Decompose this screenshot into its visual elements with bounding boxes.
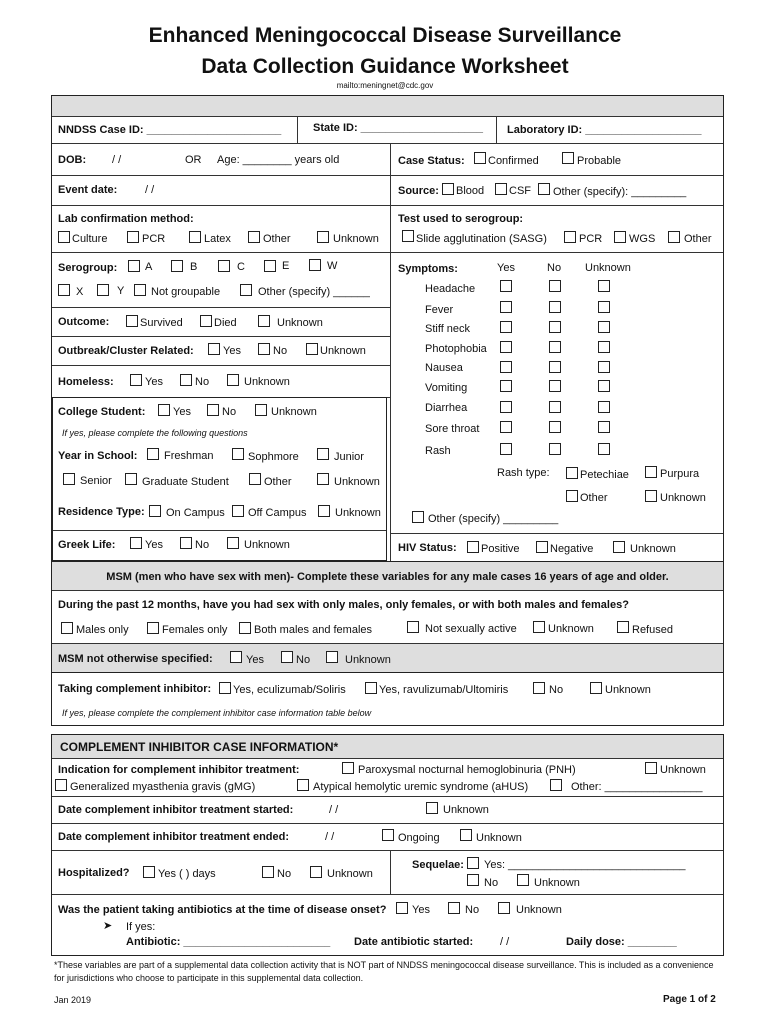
msm-nos-no-checkbox[interactable] (281, 651, 293, 663)
serogroup-b-checkbox[interactable] (171, 260, 183, 272)
symptom-headache-label: Headache (425, 283, 476, 295)
not-groupable-checkbox[interactable] (134, 284, 146, 296)
homeless-yes-label: Yes (145, 376, 163, 388)
daily-dose-field[interactable]: Daily dose: ________ (566, 936, 677, 948)
case-status-label: Case Status: (398, 155, 465, 167)
antibiotics-yes-checkbox[interactable] (396, 902, 408, 914)
outbreak-yes-checkbox[interactable] (208, 343, 220, 355)
source-other-specify[interactable]: Other (specify): _________ (553, 186, 687, 198)
antibiotics-unknown-checkbox[interactable] (498, 902, 510, 914)
antibiotics-no-checkbox[interactable] (448, 902, 460, 914)
msm-unknown-label: Unknown (548, 623, 594, 635)
complement-inhibitor-label: Taking complement inhibitor: (58, 683, 212, 695)
indication-other-field[interactable]: Other: ________________ (571, 781, 703, 793)
lab-other-checkbox[interactable] (248, 231, 260, 243)
senior-label: Senior (80, 475, 112, 487)
slide-agglutination-label: Slide agglutination (SASG) (416, 233, 547, 245)
symptom-diarrhea-label: Diarrhea (425, 402, 468, 414)
not-active-label: Not sexually active (425, 623, 517, 635)
greek-no-label: No (195, 539, 210, 551)
symptoms-col-yes: Yes (497, 262, 515, 274)
msm-unknown-checkbox[interactable] (533, 621, 545, 633)
ahus-checkbox[interactable] (297, 779, 309, 791)
sero-other-label: Other (684, 233, 712, 245)
if-yes-label: If yes: (126, 921, 156, 933)
title-line-2: Data Collection Guidance Worksheet (201, 55, 569, 78)
symptom-stiff-neck-label: Stiff neck (425, 323, 471, 335)
fever-unknown-checkbox[interactable] (598, 301, 610, 313)
eculizumab-label: Yes, eculizumab/Soliris (233, 684, 346, 696)
started-label: Date complement inhibitor treatment started: (58, 804, 294, 816)
antibiotics-yes-label: Yes (412, 904, 430, 916)
ended-date-field[interactable]: / / (325, 831, 335, 843)
culture-checkbox[interactable] (58, 231, 70, 243)
lab-unknown-checkbox[interactable] (317, 231, 329, 243)
survived-label: Survived (140, 317, 183, 329)
serogroup-other-checkbox[interactable] (240, 284, 252, 296)
stiff-neck-unknown-checkbox[interactable] (598, 321, 610, 333)
sequelae-no-checkbox[interactable] (467, 874, 479, 886)
hospitalized-yes-checkbox[interactable] (143, 866, 155, 878)
complement-no-label: No (549, 684, 564, 696)
pnh-checkbox[interactable] (342, 762, 354, 774)
college-subsection-box (52, 397, 387, 561)
lab-pcr-checkbox[interactable] (127, 231, 139, 243)
graduate-label: Graduate Student (142, 476, 229, 488)
college-no-label: No (222, 406, 237, 418)
hospitalized-label: Hospitalized? (58, 867, 130, 879)
nausea-yes-checkbox[interactable] (500, 361, 512, 373)
residence-unknown-label: Unknown (335, 507, 381, 519)
serogroup-c-label: C (237, 261, 245, 273)
probable-label: Probable (577, 155, 622, 167)
csf-checkbox[interactable] (495, 183, 507, 195)
petechiae-checkbox[interactable] (566, 467, 578, 479)
on-campus-label: On Campus (166, 507, 225, 519)
rash-other-label: Other (580, 492, 608, 504)
nndss-case-id[interactable]: NNDSS Case ID: ______________________ (58, 124, 282, 136)
petechiae-label: Petechiae (580, 469, 629, 481)
serogroup-other-specify[interactable]: Other (specify) ______ (258, 286, 370, 298)
not-groupable-label: Not groupable (151, 286, 221, 298)
fever-yes-checkbox[interactable] (500, 301, 512, 313)
off-campus-label: Off Campus (248, 507, 307, 519)
indication-unknown-label: Unknown (660, 764, 706, 776)
footnote: *These variables are part of a supplemental data collection activity that is NOT part of NNDSS meningococcal disease surveillance. This is included as a convenience for jurisdictions who choose to participate in this supplemental data collection. (54, 960, 714, 983)
serogroup-e-checkbox[interactable] (264, 260, 276, 272)
outbreak-yes-label: Yes (223, 345, 241, 357)
nausea-unknown-checkbox[interactable] (598, 361, 610, 373)
symptom-fever-label: Fever (425, 304, 454, 316)
gmg-label: Generalized myasthenia gravis (gMG) (70, 781, 256, 793)
wgs-label: WGS (629, 233, 656, 245)
males-only-label: Males only (76, 624, 129, 636)
sequelae-no-label: No (484, 877, 499, 889)
died-label: Died (214, 317, 237, 329)
msm-header: MSM (men who have sex with men)- Complete these variables for any male cases 16 years of age and older. (106, 571, 669, 583)
sero-other-checkbox[interactable] (668, 231, 680, 243)
complement-unknown-checkbox[interactable] (590, 682, 602, 694)
outbreak-no-checkbox[interactable] (258, 343, 270, 355)
blood-label: Blood (456, 185, 485, 197)
confirmed-checkbox[interactable] (474, 152, 486, 164)
headache-unknown-checkbox[interactable] (598, 280, 610, 292)
rash-other-checkbox[interactable] (566, 490, 578, 502)
greek-life-label: Greek Life: (58, 539, 116, 551)
year-other-label: Other (264, 476, 292, 488)
photophobia-unknown-checkbox[interactable] (598, 341, 610, 353)
college-note: If yes, please complete the following questions (62, 428, 248, 438)
sophmore-label: Sophmore (248, 451, 299, 463)
indication-unknown-checkbox[interactable] (645, 762, 657, 774)
symptom-sore-throat-label: Sore throat (425, 423, 480, 435)
refused-label: Refused (632, 624, 673, 636)
sequelae-unknown-label: Unknown (534, 877, 580, 889)
started-unknown-checkbox[interactable] (426, 802, 438, 814)
dob-field[interactable]: / / (112, 154, 122, 166)
complement-note: If yes, please complete the complement inhibitor case information table below (62, 708, 372, 718)
year-in-school-label: Year in School: (58, 450, 138, 462)
refused-checkbox[interactable] (617, 621, 629, 633)
rash-yes-checkbox[interactable] (500, 443, 512, 455)
contact-email[interactable]: mailto:meningnet@cdc.gov (336, 81, 434, 90)
serogroup-e-label: E (282, 260, 290, 272)
stiff-neck-yes-checkbox[interactable] (500, 321, 512, 333)
serogroup-a-label: A (145, 261, 153, 273)
serogroup-y-checkbox[interactable] (97, 284, 109, 296)
serogroup-x-label: X (76, 286, 84, 298)
serogroup-c-checkbox[interactable] (218, 260, 230, 272)
serogroup-a-checkbox[interactable] (128, 260, 140, 272)
outbreak-label: Outbreak/Cluster Related: (58, 345, 194, 357)
purpura-checkbox[interactable] (645, 466, 657, 478)
serogroup-x-checkbox[interactable] (58, 284, 70, 296)
ravulizumab-checkbox[interactable] (365, 682, 377, 694)
outbreak-unknown-label: Unknown (320, 345, 366, 357)
antibiotics-unknown-label: Unknown (516, 904, 562, 916)
hiv-unknown-label: Unknown (630, 543, 676, 555)
hospitalized-no-checkbox[interactable] (262, 866, 274, 878)
outcome-unknown-label: Unknown (277, 317, 323, 329)
homeless-unknown-label: Unknown (244, 376, 290, 388)
not-active-checkbox[interactable] (407, 621, 419, 633)
males-only-checkbox[interactable] (61, 622, 73, 634)
greek-unknown-label: Unknown (244, 539, 290, 551)
college-unknown-label: Unknown (271, 406, 317, 418)
started-unknown-label: Unknown (443, 804, 489, 816)
lab-other-label: Other (263, 233, 291, 245)
hiv-positive-label: Positive (481, 543, 520, 555)
latex-checkbox[interactable] (189, 231, 201, 243)
hiv-positive-checkbox[interactable] (467, 541, 479, 553)
photophobia-yes-checkbox[interactable] (500, 341, 512, 353)
diarrhea-yes-checkbox[interactable] (500, 401, 512, 413)
or-label: OR (185, 154, 202, 166)
ravulizumab-label: Yes, ravulizumab/Ultomiris (379, 684, 509, 696)
msm-nos-unknown-checkbox[interactable] (326, 651, 338, 663)
title-line-1: Enhanced Meningococcal Disease Surveillance (148, 24, 622, 47)
sequelae-label: Sequelae: (412, 859, 464, 871)
ended-label: Date complement inhibitor treatment ended: (58, 831, 290, 843)
antibiotic-date-label: Date antibiotic started: (354, 936, 474, 948)
antibiotic-date-field[interactable]: / / (500, 936, 510, 948)
outbreak-no-label: No (273, 345, 288, 357)
lab-unknown-label: Unknown (333, 233, 379, 245)
fever-no-checkbox[interactable] (549, 301, 561, 313)
sore-throat-unknown-checkbox[interactable] (598, 421, 610, 433)
blood-checkbox[interactable] (442, 183, 454, 195)
rash-unknown-label: Unknown (660, 492, 706, 504)
stiff-neck-no-checkbox[interactable] (549, 321, 561, 333)
serogroup-w-checkbox[interactable] (309, 259, 321, 271)
source-other-checkbox[interactable] (538, 183, 550, 195)
wgs-checkbox[interactable] (614, 231, 626, 243)
event-date-label: Event date: (58, 184, 118, 196)
sero-pcr-label: PCR (579, 233, 603, 245)
footer-date: Jan 2019 (54, 995, 92, 1005)
ended-unknown-label: Unknown (476, 832, 522, 844)
msm-question: During the past 12 months, have you had sex with only males, only females, or with both males and females? (58, 599, 629, 611)
hiv-status-label: HIV Status: (398, 542, 457, 554)
laboratory-id[interactable]: Laboratory ID: ___________________ (507, 124, 702, 136)
symptoms-label: Symptoms: (398, 263, 458, 275)
vomiting-no-checkbox[interactable] (549, 380, 561, 392)
serogroup-test-label: Test used to serogroup: (398, 213, 524, 225)
females-only-label: Females only (162, 624, 228, 636)
symptom-rash-label: Rash (425, 445, 451, 457)
msm-nos-yes-label: Yes (246, 654, 264, 666)
freshman-label: Freshman (164, 450, 214, 462)
symptoms-col-no: No (547, 262, 562, 274)
symptom-nausea-label: Nausea (425, 362, 463, 374)
homeless-no-label: No (195, 376, 210, 388)
event-date-field[interactable]: / / (145, 184, 155, 196)
sequelae-yes-checkbox[interactable] (467, 857, 479, 869)
headache-no-checkbox[interactable] (549, 280, 561, 292)
rash-no-checkbox[interactable] (549, 443, 561, 455)
probable-checkbox[interactable] (562, 152, 574, 164)
msm-nos-yes-checkbox[interactable] (230, 651, 242, 663)
females-only-checkbox[interactable] (147, 622, 159, 634)
both-sexes-label: Both males and females (254, 624, 373, 636)
sore-throat-yes-checkbox[interactable] (500, 421, 512, 433)
sequelae-unknown-checkbox[interactable] (517, 874, 529, 886)
diarrhea-unknown-checkbox[interactable] (598, 401, 610, 413)
headache-yes-checkbox[interactable] (500, 280, 512, 292)
outcome-label: Outcome: (58, 316, 110, 328)
confirmed-label: Confirmed (488, 155, 539, 167)
hiv-negative-checkbox[interactable] (536, 541, 548, 553)
survived-checkbox[interactable] (126, 315, 138, 327)
greek-yes-label: Yes (145, 539, 163, 551)
vomiting-yes-checkbox[interactable] (500, 380, 512, 392)
latex-label: Latex (204, 233, 231, 245)
symptom-vomiting-label: Vomiting (425, 382, 468, 394)
junior-label: Junior (334, 451, 364, 463)
residence-type-label: Residence Type: (58, 506, 145, 518)
csf-label: CSF (509, 185, 531, 197)
hospitalized-unknown-label: Unknown (327, 868, 373, 880)
symptom-photophobia-label: Photophobia (425, 343, 487, 355)
sore-throat-no-checkbox[interactable] (549, 421, 561, 433)
college-student-label: College Student: (58, 406, 146, 418)
arrow-bullet-icon: ➤ (103, 920, 113, 932)
symptoms-col-unknown: Unknown (585, 262, 631, 274)
antibiotics-no-label: No (465, 904, 480, 916)
hospitalized-unknown-checkbox[interactable] (310, 866, 322, 878)
ci-header: COMPLEMENT INHIBITOR CASE INFORMATION* (60, 740, 339, 754)
msm-nos-unknown-label: Unknown (345, 654, 391, 666)
purpura-label: Purpura (660, 468, 700, 480)
msm-nos-no-label: No (296, 654, 311, 666)
homeless-unknown-checkbox[interactable] (227, 374, 239, 386)
ended-unknown-checkbox[interactable] (460, 829, 472, 841)
homeless-label: Homeless: (58, 376, 114, 388)
state-id[interactable]: State ID: ____________________ (313, 122, 484, 134)
top-shaded-bar (52, 96, 723, 116)
hiv-negative-label: Negative (550, 543, 594, 555)
serogroup-w-label: W (327, 260, 338, 272)
nausea-no-checkbox[interactable] (549, 361, 561, 373)
sequelae-yes-field[interactable]: Yes: _____________________________ (484, 859, 686, 871)
slide-agglutination-checkbox[interactable] (402, 230, 414, 242)
indication-other-checkbox[interactable] (550, 779, 562, 791)
outcome-unknown-checkbox[interactable] (258, 315, 270, 327)
rash-type-label: Rash type: (497, 467, 550, 479)
ci-indication-label: Indication for complement inhibitor treatment: (58, 764, 300, 776)
ongoing-label: Ongoing (398, 832, 440, 844)
antibiotic-field[interactable]: Antibiotic: ________________________ (126, 936, 331, 948)
photophobia-no-checkbox[interactable] (549, 341, 561, 353)
lab-method-label: Lab confirmation method: (58, 213, 194, 225)
vomiting-unknown-checkbox[interactable] (598, 380, 610, 392)
pnh-label: Paroxysmal nocturnal hemoglobinuria (PNH) (358, 764, 576, 776)
both-sexes-checkbox[interactable] (239, 622, 251, 634)
culture-label: Culture (72, 233, 108, 245)
ongoing-checkbox[interactable] (382, 829, 394, 841)
dob-label: DOB: (58, 154, 87, 166)
hiv-unknown-checkbox[interactable] (613, 541, 625, 553)
died-checkbox[interactable] (200, 315, 212, 327)
sero-pcr-checkbox[interactable] (564, 231, 576, 243)
gmg-checkbox[interactable] (55, 779, 67, 791)
outbreak-unknown-checkbox[interactable] (306, 343, 318, 355)
symptom-other-checkbox[interactable] (412, 511, 424, 523)
rash-unknown-checkbox[interactable] (598, 443, 610, 455)
lab-pcr-label: PCR (142, 233, 166, 245)
rash-unknown-checkbox[interactable] (645, 490, 657, 502)
page-number: Page 1 of 2 (663, 994, 716, 1005)
year-unknown-label: Unknown (334, 476, 380, 488)
homeless-yes-checkbox[interactable] (130, 374, 142, 386)
hospitalized-yes-days[interactable]: Yes ( ) days (158, 868, 216, 880)
source-label: Source: (398, 185, 439, 197)
serogroup-label: Serogroup: (58, 262, 118, 274)
hospitalized-no-label: No (277, 868, 292, 880)
complement-no-checkbox[interactable] (533, 682, 545, 694)
eculizumab-checkbox[interactable] (219, 682, 231, 694)
serogroup-b-label: B (190, 261, 198, 273)
college-yes-label: Yes (173, 406, 191, 418)
ahus-label: Atypical hemolytic uremic syndrome (aHUS) (313, 781, 529, 793)
started-date-field[interactable]: / / (329, 804, 339, 816)
complement-unknown-label: Unknown (605, 684, 651, 696)
serogroup-y-label: Y (117, 285, 125, 297)
antibiotics-question: Was the patient taking antibiotics at the time of disease onset? (58, 904, 387, 916)
age-field[interactable]: Age: ________ years old (217, 154, 340, 166)
msm-nos-label: MSM not otherwise specified: (58, 653, 213, 665)
diarrhea-no-checkbox[interactable] (549, 401, 561, 413)
homeless-no-checkbox[interactable] (180, 374, 192, 386)
symptom-other-specify[interactable]: Other (specify) _________ (428, 513, 559, 525)
